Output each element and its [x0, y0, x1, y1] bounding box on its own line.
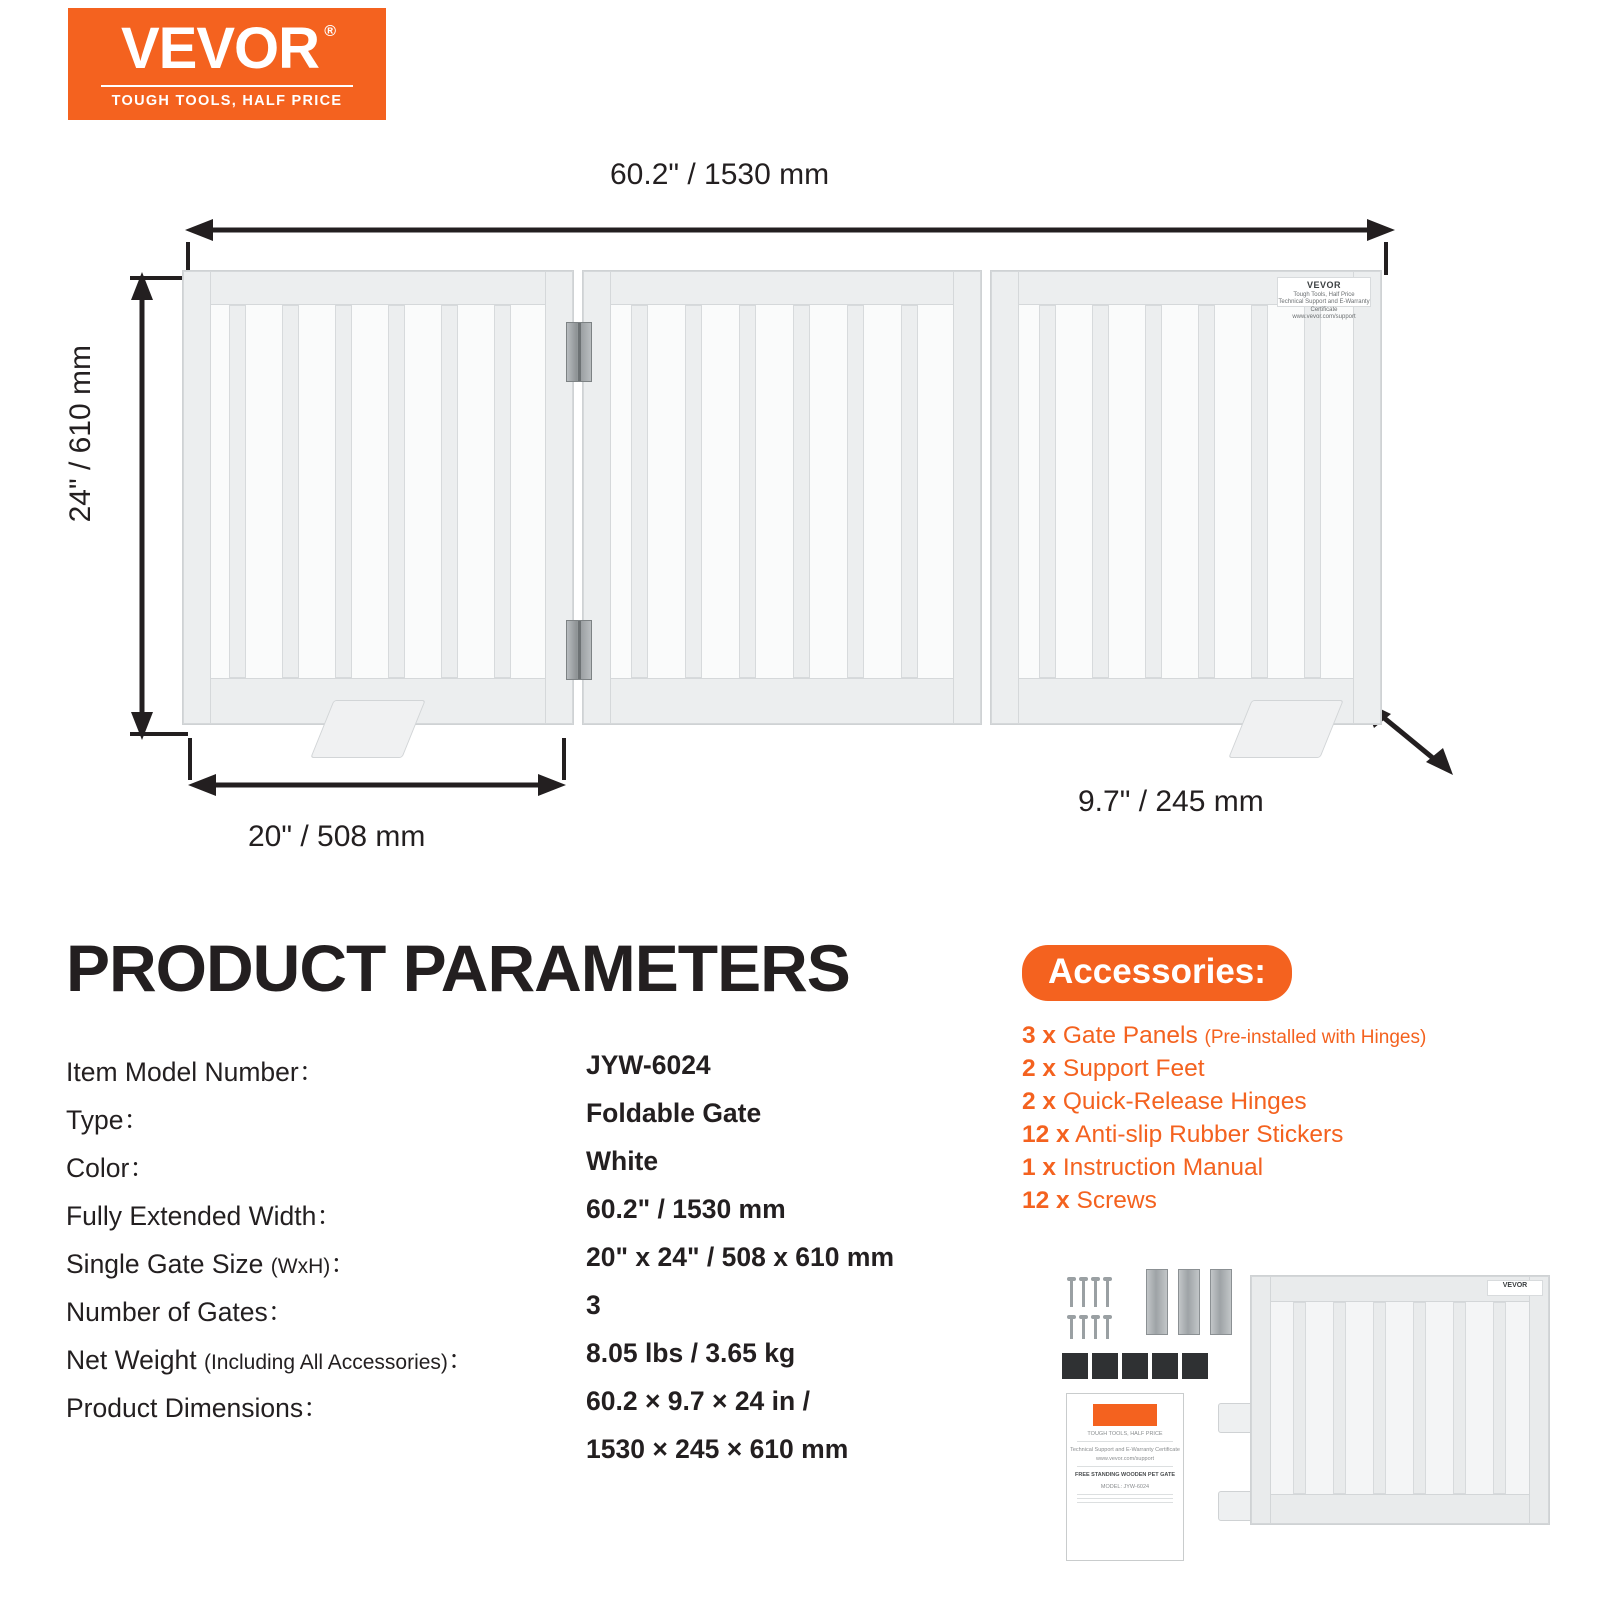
list-item	[1022, 1121, 1562, 1149]
param-value: 3	[586, 1290, 601, 1320]
param-label	[66, 1194, 586, 1233]
param-colon: ：	[298, 1057, 326, 1087]
panel-frame-bottom	[583, 678, 981, 724]
depth-dimension-label: 9.7" / 245 mm	[1078, 785, 1264, 818]
table-row	[66, 1146, 986, 1185]
panel-frame-left	[991, 271, 1019, 724]
param-colon: ：	[129, 1153, 156, 1183]
table-row-continuation	[66, 1434, 986, 1465]
panel-slat	[685, 305, 702, 678]
registered-trademark-icon: ®	[324, 22, 336, 40]
hinge-lower-icon	[566, 620, 592, 680]
panel-slat	[441, 305, 458, 678]
hinge-part-icon	[1146, 1269, 1168, 1335]
acc-slat	[1413, 1302, 1426, 1494]
param-value: 20" x 24" / 508 x 610 mm	[586, 1242, 895, 1272]
param-label-text: Single Gate Size	[66, 1249, 271, 1279]
parameters-table	[66, 1050, 986, 1474]
panel-frame-right	[1353, 271, 1381, 724]
table-row	[66, 1386, 986, 1425]
accessory-note: (Pre-installed with Hinges)	[1204, 1027, 1427, 1048]
panel-frame-top	[583, 271, 981, 305]
screws-icon	[1064, 1273, 1134, 1333]
param-value: 8.05 lbs / 3.65 kg	[586, 1338, 796, 1368]
panel-slat	[494, 305, 511, 678]
accessory-qty: 2 x	[1022, 1055, 1057, 1082]
rubber-sticker-icon	[1062, 1353, 1088, 1379]
rubber-sticker-icon	[1152, 1353, 1178, 1379]
param-colon: ：	[316, 1201, 343, 1231]
gate-illustration	[182, 270, 1370, 740]
panel-frame-top	[183, 271, 573, 305]
list-item	[1022, 1187, 1562, 1215]
list-item	[1022, 1154, 1562, 1182]
param-value: JYW-6024	[586, 1050, 711, 1080]
logo-divider	[101, 85, 353, 87]
param-label	[66, 1098, 586, 1137]
panel-slat	[1092, 305, 1109, 678]
manual-logo	[1093, 1404, 1157, 1426]
param-label-sub: (Including All Accessories)	[203, 1351, 448, 1374]
acc-slat	[1333, 1302, 1346, 1494]
rubber-sticker-icon	[1092, 1353, 1118, 1379]
label-brand: VEVOR	[1306, 280, 1341, 290]
param-label-text: Fully Extended Width	[66, 1201, 317, 1231]
panel-slat	[901, 305, 918, 678]
width-dimension-label: 60.2" / 1530 mm	[610, 158, 830, 191]
accessories-title: Accessories:	[1022, 945, 1292, 1001]
accessory-name: Support Feet	[1062, 1055, 1205, 1082]
panel-slat	[335, 305, 352, 678]
list-item	[1022, 1088, 1562, 1116]
accessory-name: Instruction Manual	[1062, 1154, 1264, 1181]
param-label	[66, 1242, 586, 1281]
table-row	[66, 1098, 986, 1137]
manual-title: FREE STANDING WOODEN PET GATE	[1074, 1471, 1176, 1478]
accessory-qty: 3 x	[1022, 1022, 1057, 1049]
param-label-text: Type	[66, 1105, 124, 1135]
accessories-list	[1022, 1022, 1562, 1220]
gate-panel-right	[990, 270, 1382, 725]
list-item	[1022, 1022, 1562, 1050]
panel-slat	[282, 305, 299, 678]
param-label-text: Number of Gates	[66, 1297, 268, 1327]
param-colon: ：	[123, 1105, 150, 1135]
param-label-text: Color	[66, 1153, 130, 1183]
panel-slat	[793, 305, 810, 678]
gate-panel-left	[182, 270, 574, 725]
panel-slat	[739, 305, 756, 678]
logo-brand-text: VEVOR	[120, 15, 320, 81]
panel-frame-right	[953, 271, 981, 724]
accessories-image	[1028, 1265, 1558, 1565]
manual-divider	[1077, 1494, 1173, 1495]
label-certificate: Certificate www.vevor.com/support	[1292, 306, 1356, 320]
panel-slat	[388, 305, 405, 678]
accessory-name: Quick-Release Hinges	[1062, 1088, 1307, 1115]
acc-slat	[1453, 1302, 1466, 1494]
rubber-sticker-icon	[1182, 1353, 1208, 1379]
panel-slat	[1251, 305, 1268, 678]
acc-frame-right	[1529, 1276, 1549, 1524]
logo-wordmark	[120, 15, 336, 81]
table-row	[66, 1290, 986, 1329]
acc-frame-bottom	[1251, 1494, 1549, 1524]
param-value: 60.2 × 9.7 × 24 in /	[586, 1386, 810, 1416]
param-colon: ：	[330, 1249, 357, 1279]
table-row	[66, 1194, 986, 1233]
manual-support: Technical Support and E-Warranty Certificate www.vevor.com/support	[1070, 1447, 1180, 1462]
accessory-name: Screws	[1076, 1187, 1157, 1214]
param-value: 60.2" / 1530 mm	[586, 1194, 786, 1224]
manual-divider	[1077, 1502, 1173, 1503]
product-dimension-diagram	[0, 130, 1600, 920]
panel-slat	[1039, 305, 1056, 678]
vevor-product-label	[1277, 277, 1371, 320]
gate-panel-icon	[1250, 1275, 1550, 1525]
hinge-part-icon	[1210, 1269, 1232, 1335]
accessory-qty: 12 x	[1022, 1187, 1070, 1214]
table-row	[66, 1242, 986, 1281]
panel-slat	[847, 305, 864, 678]
panel-slat	[631, 305, 648, 678]
hinge-part-icon	[1178, 1269, 1200, 1335]
panel-slat	[1145, 305, 1162, 678]
logo-tagline: TOUGH TOOLS, HALF PRICE	[111, 92, 343, 109]
manual-divider	[1077, 1466, 1173, 1467]
table-row	[66, 1050, 986, 1089]
param-colon: ：	[447, 1345, 475, 1375]
label-tagline: Tough Tools, Half Price	[1293, 291, 1355, 298]
accessory-name: Anti-slip Rubber Stickers	[1075, 1121, 1344, 1148]
param-value: Foldable Gate	[586, 1098, 762, 1128]
manual-tagline: TOUGH TOOLS, HALF PRICE	[1087, 1431, 1163, 1437]
param-label	[66, 1338, 586, 1377]
acc-slat	[1373, 1302, 1386, 1494]
param-value: White	[586, 1146, 659, 1176]
list-item	[1022, 1055, 1562, 1083]
acc-gate-label-brand: VEVOR	[1502, 1282, 1528, 1289]
manual-divider	[1077, 1441, 1173, 1442]
param-label-text: Product Dimensions	[66, 1393, 304, 1423]
page-title: PRODUCT PARAMETERS	[66, 931, 850, 1005]
param-label	[66, 1050, 586, 1089]
accessory-qty: 12 x	[1022, 1121, 1070, 1148]
rubber-sticker-icon	[1122, 1353, 1148, 1379]
vevor-logo	[68, 8, 386, 120]
height-dimension-label: 24" / 610 mm	[64, 345, 97, 523]
accessory-qty: 1 x	[1022, 1154, 1057, 1181]
accessory-qty: 2 x	[1022, 1088, 1057, 1115]
table-row	[66, 1338, 986, 1377]
param-label	[66, 1386, 586, 1425]
panel-slat	[1304, 305, 1321, 678]
accessory-name: Gate Panels	[1062, 1022, 1198, 1049]
param-label	[66, 1290, 586, 1329]
instruction-manual-icon	[1066, 1393, 1184, 1561]
param-value-second-line: 1530 × 245 × 610 mm	[586, 1434, 849, 1464]
param-colon: ：	[267, 1297, 295, 1327]
panel-frame-left	[183, 271, 211, 724]
manual-divider	[1077, 1498, 1173, 1499]
manual-model: MODEL: JYW-6024	[1100, 1484, 1150, 1490]
param-label	[66, 1146, 586, 1185]
acc-gate-label	[1487, 1280, 1543, 1296]
param-label-text: Item Model Number	[66, 1057, 299, 1087]
panel-slat	[1198, 305, 1215, 678]
single-panel-width-label: 20" / 508 mm	[248, 820, 426, 853]
acc-slat	[1493, 1302, 1506, 1494]
hinge-upper-icon	[566, 322, 592, 382]
label-support: Technical Support and E-Warranty	[1278, 299, 1370, 305]
acc-slat	[1293, 1302, 1306, 1494]
gate-panel-middle	[582, 270, 982, 725]
param-colon: ：	[303, 1393, 330, 1423]
acc-frame-left	[1251, 1276, 1271, 1524]
param-label-text: Net Weight	[66, 1345, 204, 1375]
panel-slat	[229, 305, 246, 678]
param-label-sub: (WxH)	[270, 1255, 331, 1278]
